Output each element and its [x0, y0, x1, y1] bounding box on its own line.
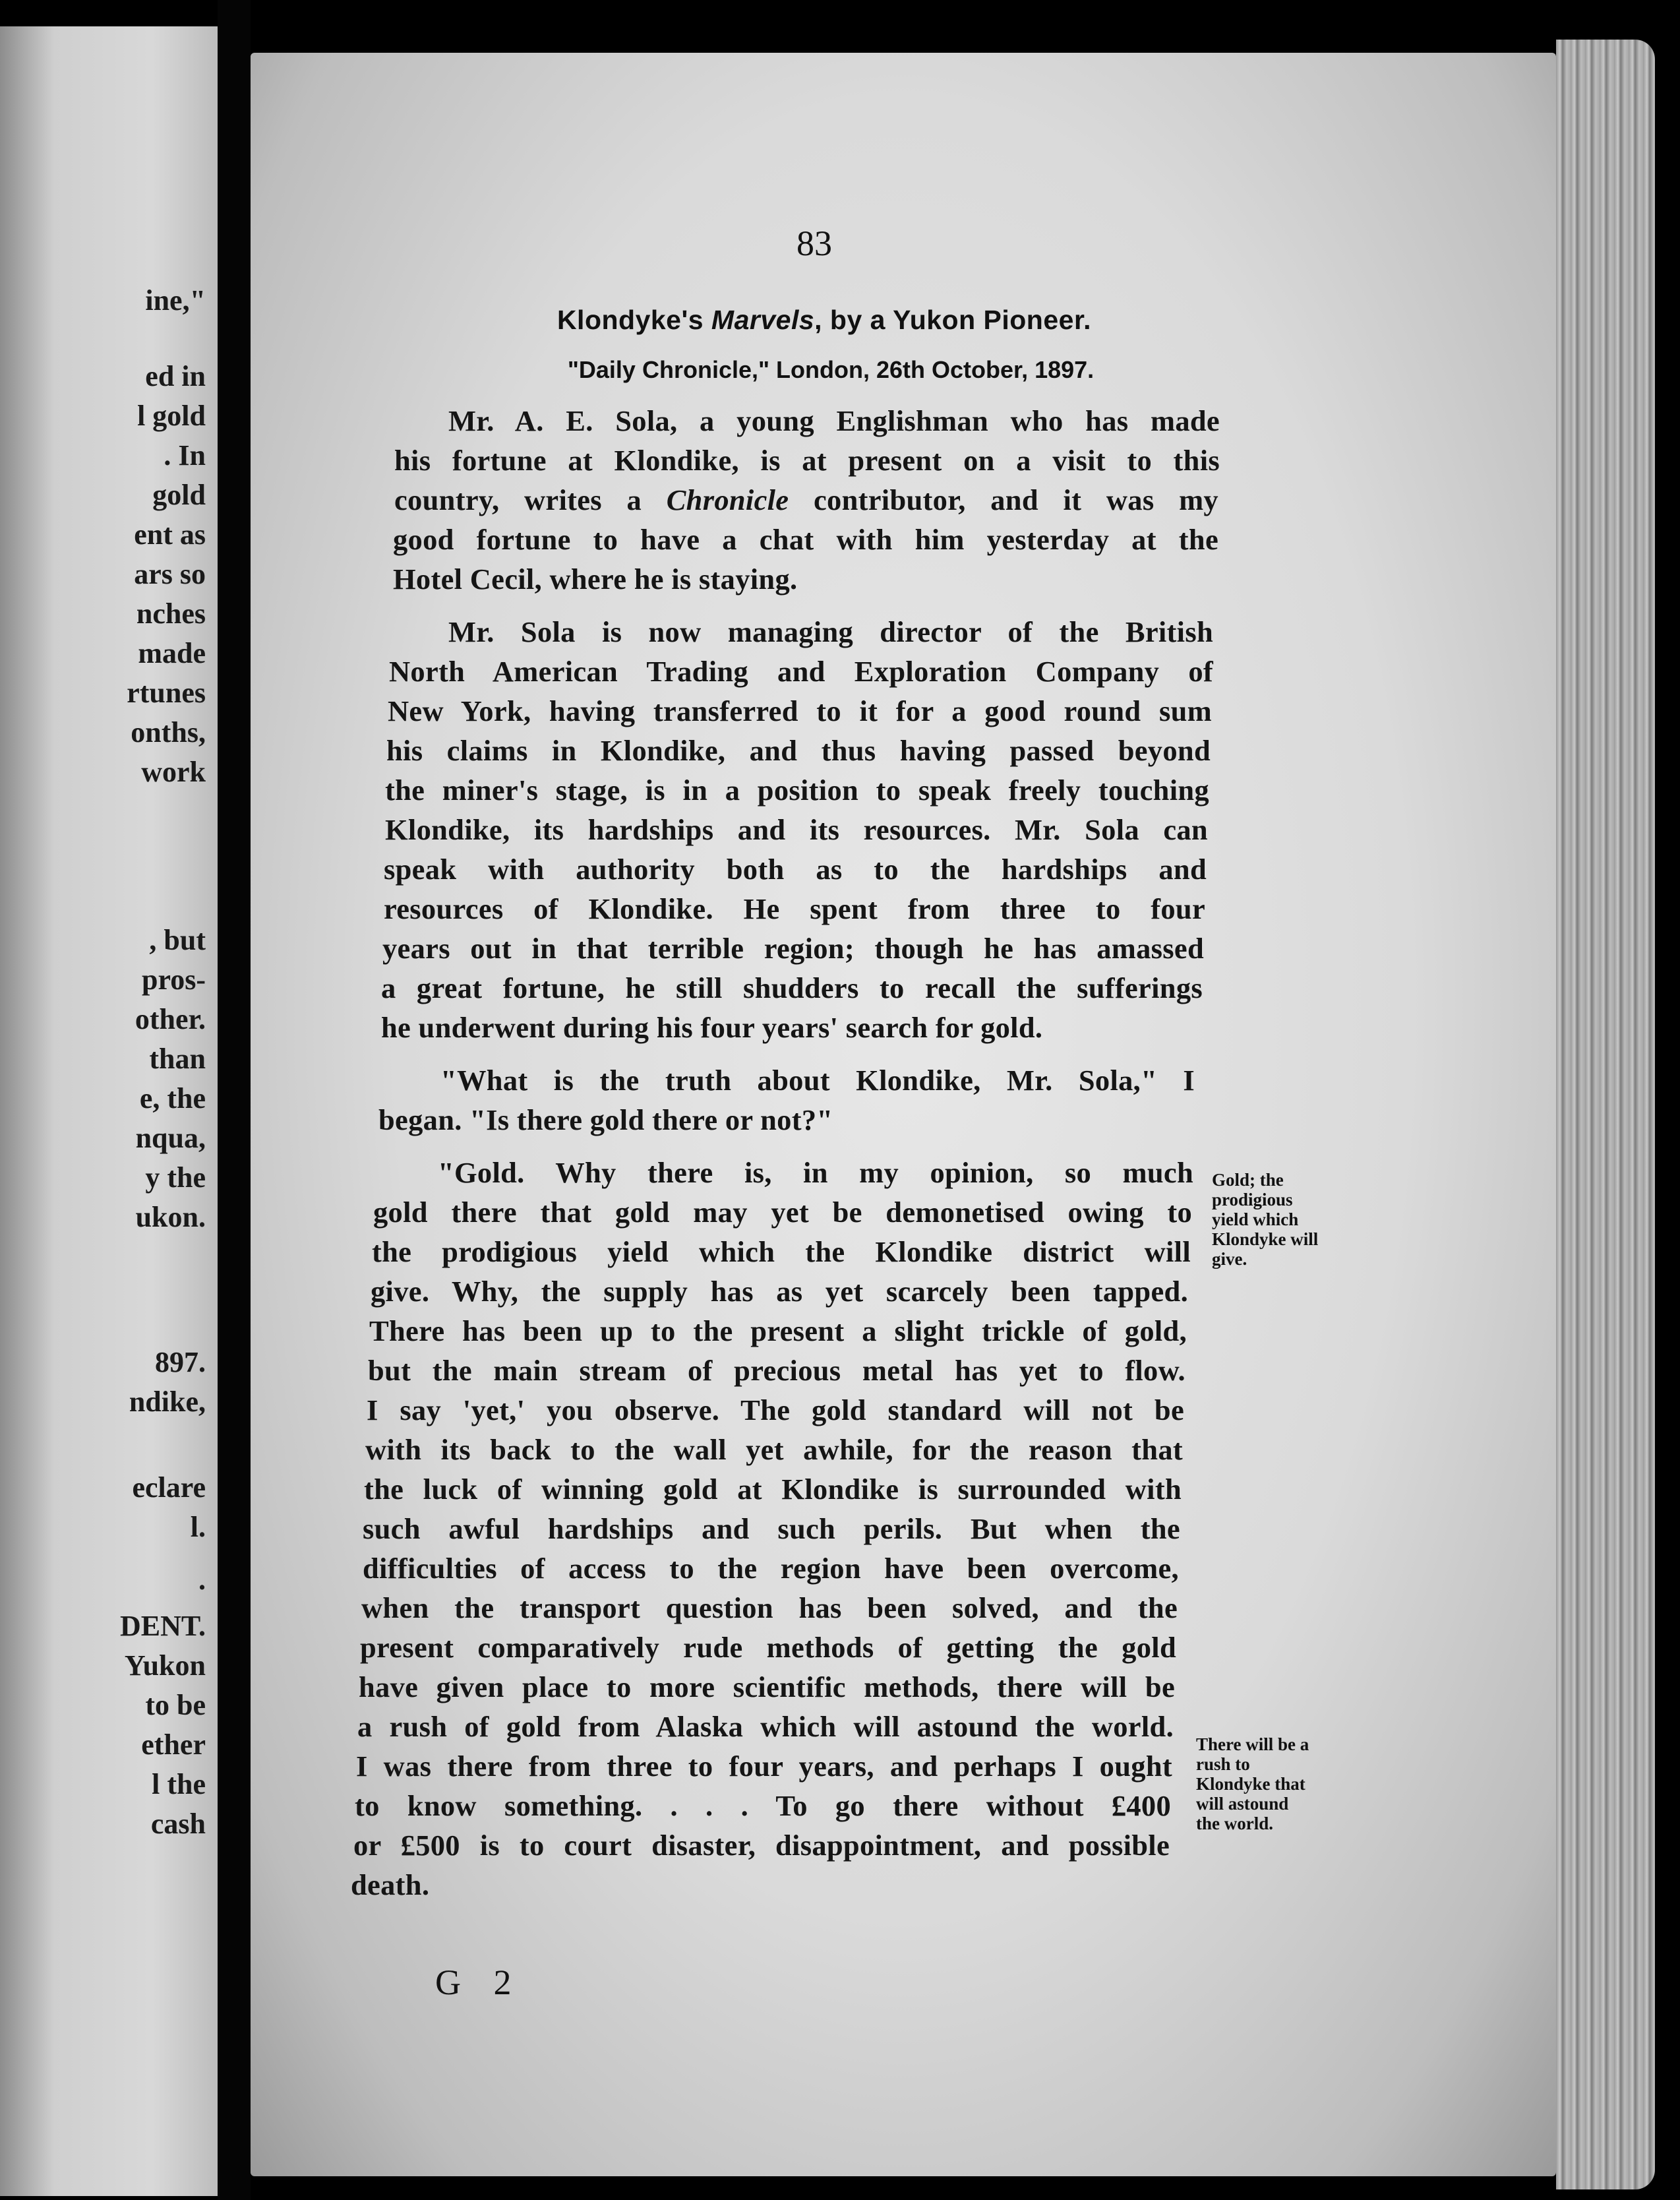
left-page-line: ine,": [145, 284, 206, 317]
body-line: "What is the truth about Klondike, Mr. Sola," I: [440, 1064, 1195, 1097]
left-page-line: l gold: [137, 400, 206, 432]
margin-note-line: will astound: [1196, 1794, 1289, 1814]
body-line: his claims in Klondike, and thus having passed beyond: [386, 734, 1211, 767]
body-line: gold there that gold may yet be demonetised owing to: [373, 1196, 1192, 1229]
article-source: "Daily Chronicle," London, 26th October, 1897.: [567, 356, 1095, 383]
margin-note-line: There will be a: [1196, 1734, 1309, 1754]
margin-note: [1196, 1734, 1309, 1833]
body-line: or £500 is to court disaster, disappointment, and possible: [353, 1829, 1170, 1862]
body-line: speak with authority both as to the hardships and: [384, 853, 1207, 886]
left-page-line: eclare: [132, 1471, 206, 1504]
margin-note: [1212, 1170, 1318, 1269]
body-line: such awful hardships and such perils. But when the: [363, 1512, 1180, 1545]
signature-mark: G 2: [435, 1963, 524, 2002]
body-line: when the transport question has been solved, and the: [361, 1591, 1178, 1624]
left-page-line: gold: [152, 479, 206, 511]
left-page-line: ndike,: [129, 1386, 206, 1418]
left-page-line: . In: [164, 439, 206, 472]
body-line: Mr. Sola is now managing director of the British: [448, 615, 1213, 648]
page-number: 83: [796, 224, 832, 263]
left-page-line: pros-: [142, 963, 206, 996]
body-line: North American Trading and Exploration Company of: [389, 655, 1213, 688]
headline-part: Klondyke's: [556, 305, 711, 335]
body-line: There has been up to the present a slight trickle of gold,: [369, 1314, 1187, 1347]
body-line: years out in that terrible region; though he has amassed: [382, 932, 1204, 965]
margin-note-line: Klondyke will: [1212, 1229, 1319, 1249]
body-line: country, writes a Chronicle contributor, and it was my: [394, 483, 1218, 516]
headline-part: , by a Yukon Pioneer.: [814, 305, 1092, 335]
body-line: difficulties of access to the region have been overcome,: [363, 1552, 1179, 1585]
body-line: good fortune to have a chat with him yesterday at the: [393, 523, 1218, 556]
body-line: his fortune at Klondike, is at present on a visit to this: [394, 444, 1220, 477]
margin-note-line: give.: [1212, 1249, 1247, 1269]
body-line: began. "Is there gold there or not?": [378, 1103, 833, 1136]
margin-note-line: Gold; the: [1212, 1170, 1284, 1190]
body-line: have given place to more scientific methods, there will be: [359, 1670, 1175, 1703]
margin-note-line: the world.: [1196, 1814, 1273, 1833]
margin-note-line: yield which: [1212, 1209, 1299, 1229]
left-page-line: 897.: [155, 1346, 206, 1378]
body-line: but the main stream of precious metal has yet to flow.: [368, 1354, 1185, 1387]
left-page-line: cash: [150, 1808, 206, 1840]
body-line: present comparatively rude methods of getting the gold: [360, 1631, 1176, 1664]
left-page-line: y the: [145, 1161, 206, 1194]
left-page-line: ether: [141, 1728, 206, 1761]
body-line: a great fortune, he still shudders to recall the sufferings: [381, 971, 1203, 1004]
left-page-line: work: [141, 756, 206, 788]
left-page-line: made: [138, 637, 206, 669]
left-page-line: DENT.: [120, 1610, 206, 1642]
left-page-line: ed in: [145, 360, 206, 392]
margin-note-line: rush to: [1196, 1754, 1250, 1774]
left-page-line: ent as: [134, 518, 206, 551]
body-line: I was there from three to four years, and perhaps I ought: [356, 1750, 1172, 1783]
left-page-line: rtunes: [127, 677, 206, 709]
left-page-line: l.: [190, 1511, 206, 1543]
body-line: a rush of gold from Alaska which will astound the world.: [357, 1710, 1174, 1743]
body-line: death.: [351, 1868, 430, 1901]
left-page-line: nches: [136, 597, 206, 630]
left-page-line: ukon.: [135, 1201, 206, 1233]
page-edges: [1556, 40, 1655, 2189]
left-page-line: e, the: [139, 1082, 206, 1115]
body-line: the prodigious yield which the Klondike district will: [372, 1235, 1191, 1268]
body-line: he underwent during his four years' search for gold.: [381, 1011, 1043, 1044]
left-page-line: onths,: [131, 716, 206, 749]
left-page-line: l the: [152, 1768, 206, 1800]
left-page-line: than: [149, 1043, 206, 1075]
left-page-line: Yukon: [124, 1649, 206, 1682]
body-line: to know something. . . . To go there without £400: [355, 1789, 1171, 1822]
article-headline: [475, 305, 1174, 336]
body-line: Mr. A. E. Sola, a young Englishman who has made: [448, 404, 1220, 437]
margin-note-line: prodigious: [1212, 1190, 1293, 1209]
margin-note-line: Klondyke that: [1196, 1774, 1305, 1794]
body-line: resources of Klondike. He spent from three to four: [384, 892, 1205, 925]
body-line: New York, having transferred to it for a good round sum: [388, 694, 1212, 727]
book-gutter: [218, 0, 251, 2200]
body-line: Hotel Cecil, where he is staying.: [393, 563, 798, 596]
body-line: I say 'yet,' you observe. The gold standard will not be: [367, 1393, 1184, 1426]
left-page-line: nqua,: [135, 1122, 206, 1154]
left-page-line: , but: [149, 924, 206, 956]
body-line: with its back to the wall yet awhile, for the reason that: [365, 1433, 1183, 1466]
left-page-line: ars so: [134, 558, 206, 590]
left-page-line: other.: [135, 1003, 206, 1035]
body-line: "Gold. Why there is, in my opinion, so much: [438, 1156, 1193, 1189]
body-line: the luck of winning gold at Klondike is surrounded with: [364, 1473, 1182, 1506]
body-line: give. Why, the supply has as yet scarcely been tapped.: [371, 1275, 1188, 1308]
headline-italic-part: Marvels: [711, 305, 815, 335]
left-page-line: to be: [145, 1689, 206, 1721]
left-facing-page: [0, 26, 218, 2196]
body-line: Klondike, its hardships and its resources. Mr. Sola can: [385, 813, 1208, 846]
left-page-line: .: [198, 1564, 206, 1596]
body-line: the miner's stage, is in a position to speak freely touching: [385, 774, 1209, 807]
